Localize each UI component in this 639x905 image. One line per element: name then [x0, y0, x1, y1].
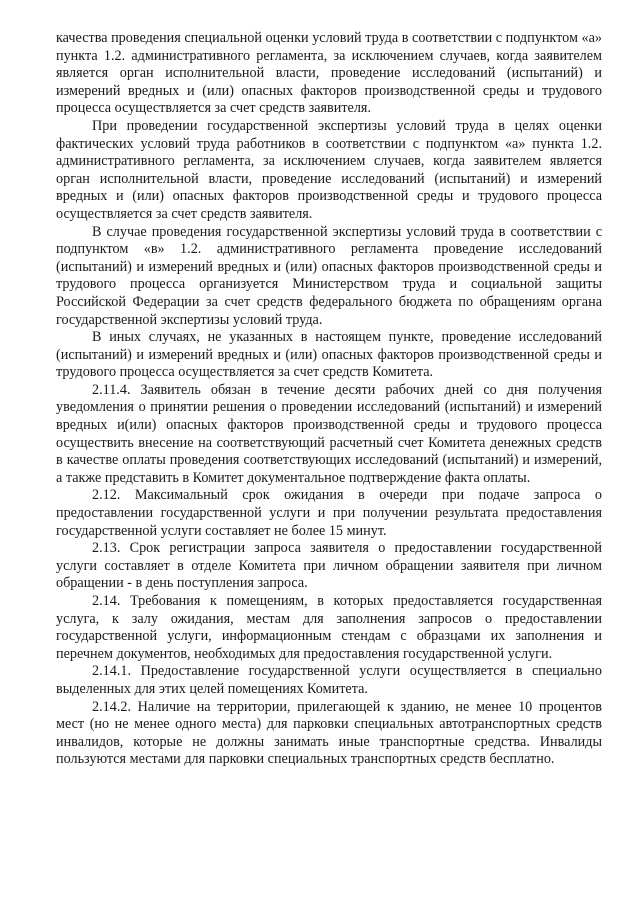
paragraph-2-14-2-disabled-parking: 2.14.2. Наличие на территории, прилегающей к зданию, не менее 10 процентов мест (но не менее одного места) для парковки специальных автотранспортных средств инвалидов, которые не должны занимать иные транспортные средства. Инвалиды пользуются местами для парковки специальных транспортных средств бесплатно.: [56, 698, 602, 768]
document-page: [56, 30, 602, 769]
paragraph-2-12-queue-waiting-time: 2.12. Максимальный срок ожидания в очереди при подаче запроса о предоставлении государственной услуги и при получении результата предоставления государственной услуги составляет не более 15 минут.: [56, 487, 602, 539]
paragraph-state-expertise-federal-budget: В случае проведения государственной экспертизы условий труда в соответствии с подпунктом «в» 1.2. административного регламента проведение исследований (испытаний) и измерений вредных и (или) опасных факторов производственной среды и трудового процесса организуется Министерством труда и социальной защиты Российской Федерации за счет средств федерального бюджета по обращениям органа государственной экспертизы условий труда.: [56, 223, 602, 328]
paragraph-other-cases-committee-funds: В иных случаях, не указанных в настоящем пункте, проведение исследований (испытаний) и измерений вредных и (или) опасных факторов производственной среды и трудового процесса осуществляется за счет средств Комитета.: [56, 329, 602, 381]
paragraph-2-14-premises-requirements: 2.14. Требования к помещениям, в которых предоставляется государственная услуга, к залу ожидания, местам для заполнения запросов о предоставлении государственной услуги, информационным стендам с образцами их заполнения и перечнем документов, необходимых для предоставления государственной услуги.: [56, 593, 602, 662]
paragraph-2-14-1-dedicated-premises: 2.14.1. Предоставление государственной услуги осуществляется в специально выделенных для этих целей помещениях Комитета.: [56, 663, 602, 697]
paragraph-continuation-payment-special-assessment: качества проведения специальной оценки условий труда в соответствии с подпунктом «а» пункта 1.2. административного регламента, за исключением случаев, когда заявителем является орган исполнительной власти, проведение исследований (испытаний) и измерений вредных и (или) опасных факторов производственной среды и трудового процесса осуществляется за счет средств заявителя.: [56, 30, 602, 117]
paragraph-2-11-4-payment-obligation: 2.11.4. Заявитель обязан в течение десяти рабочих дней со дня получения уведомления о принятии решения о проведении исследований (испытаний) и измерений вредных и(или) опасных факторов производственной среды и трудового процесса осуществить внесение на соответствующий расчетный счет Комитета денежных средств в качестве оплаты проведения соответствующих исследований (испытаний) и измерений, а также представить в Комитет документальное подтверждение факта оплаты.: [56, 381, 602, 486]
paragraph-2-13-registration-term: 2.13. Срок регистрации запроса заявителя о предоставлении государственной услуги составляет в отделе Комитета при личном обращении заявителя при личном обращении - в день поступления запроса.: [56, 540, 602, 592]
paragraph-state-expertise-applicant-funds: При проведении государственной экспертизы условий труда в целях оценки фактических условий труда работников в соответствии с подпунктом «а» пункта 1.2. административного регламента, за исключением случаев, когда заявителем является орган исполнительной власти, проведение исследований (испытаний) и измерений вредных и (или) опасных факторов производственной среды и трудового процесса осуществляется за счет средств заявителя.: [56, 117, 602, 222]
